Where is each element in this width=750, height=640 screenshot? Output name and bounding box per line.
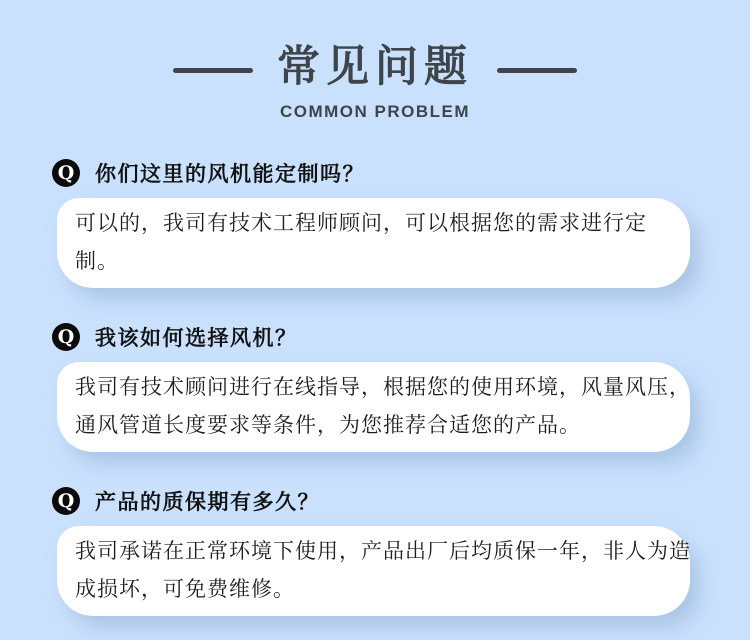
question-row (52, 486, 698, 516)
section-title: 常见问题 (277, 43, 473, 91)
answer-bubble (57, 362, 690, 452)
answer-text-line: 我司承诺在正常环境下使用，产品出厂后均质保一年，非人为造 (75, 540, 691, 564)
right-dash-decoration (497, 68, 577, 73)
question-row (52, 158, 698, 188)
answer-text-line: 制。 (75, 250, 119, 274)
question-text: 我该如何选择风机？ (95, 327, 298, 351)
question-text: 你们这里的风机能定制吗？ (95, 163, 365, 187)
answer-text-line: 可以的，我司有技术工程师顾问，可以根据您的需求进行定 (75, 212, 647, 236)
faq-item (52, 322, 698, 452)
question-row (52, 322, 698, 352)
question-badge-icon: Q (52, 323, 80, 351)
faq-list (0, 158, 750, 616)
answer-text-line: 通风管道长度要求等条件，为您推荐合适您的产品。 (75, 414, 581, 438)
answer-text-line: 成损坏，可免费维修。 (75, 578, 295, 602)
left-dash-decoration (173, 68, 253, 73)
section-title-row (0, 44, 750, 91)
question-text: 产品的质保期有多久？ (95, 491, 320, 515)
question-badge-icon: Q (52, 159, 80, 187)
section-subtitle: COMMON PROBLEM (279, 102, 471, 122)
faq-header (0, 0, 750, 122)
answer-text-line: 我司有技术顾问进行在线指导，根据您的使用环境，风量风压， (75, 376, 691, 400)
answer-bubble (57, 526, 690, 616)
faq-item (52, 486, 698, 616)
question-badge-icon: Q (52, 487, 80, 515)
answer-bubble (57, 198, 690, 288)
faq-item (52, 158, 698, 288)
